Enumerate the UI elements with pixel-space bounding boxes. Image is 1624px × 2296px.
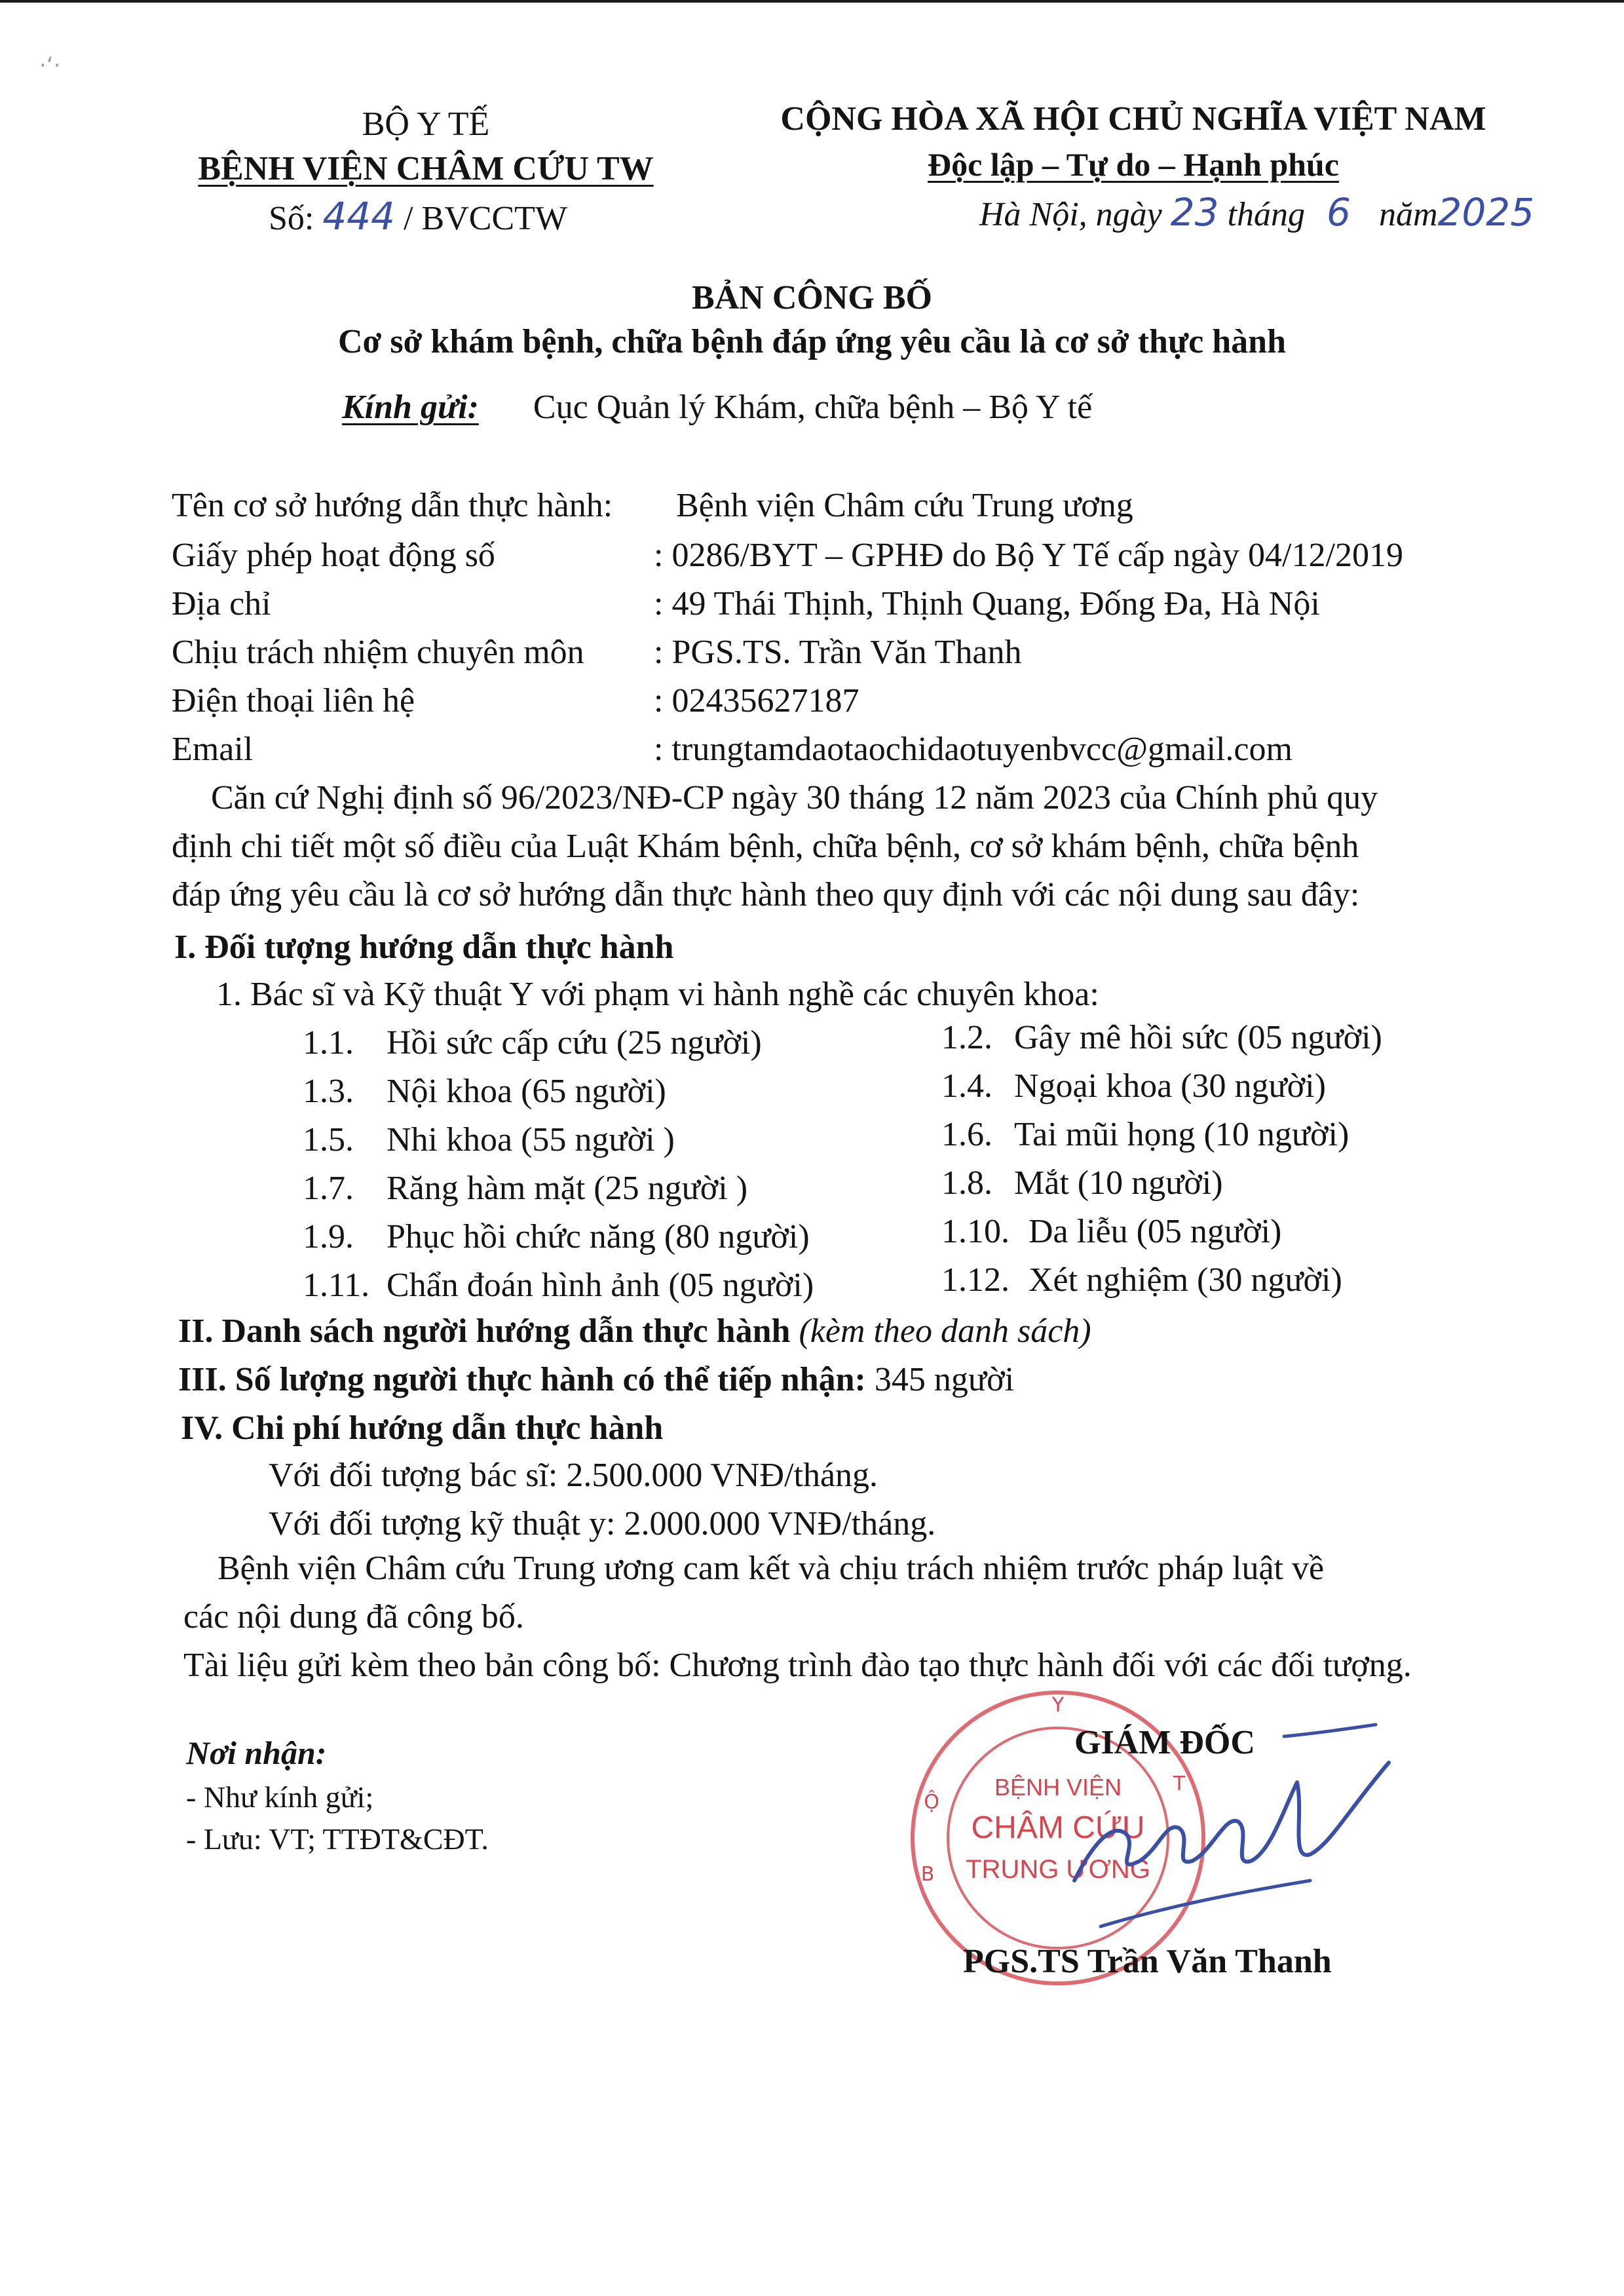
hospital-name-text: BỆNH VIỆN CHÂM CỨU TW bbox=[198, 150, 654, 187]
country-name: CỘNG HÒA XÃ HỘI CHỦ NGHĨA VIỆT NAM bbox=[780, 100, 1486, 138]
specialty-text: Hồi sức cấp cứu (25 người) bbox=[387, 1024, 762, 1062]
specialty-num: 1.8. bbox=[941, 1164, 992, 1202]
date-month-label: tháng bbox=[1227, 196, 1306, 233]
info-email-value: : trungtamdaotaochidaotuyenbvcc@gmail.com bbox=[654, 731, 1293, 768]
section-3-heading: III. Số lượng người thực hành có thể tiếp nhận: bbox=[178, 1361, 866, 1398]
intro-line-2: định chi tiết một số điều của Luật Khám bệnh, chữa bệnh, cơ sở khám bệnh, chữa bệnh bbox=[172, 828, 1359, 865]
commitment-line-2: các nội dung đã công bố. bbox=[183, 1598, 524, 1636]
signature-title: GIÁM ĐỐC bbox=[1074, 1724, 1255, 1761]
intro-line-1: Căn cứ Nghị định số 96/2023/NĐ-CP ngày 30 tháng 12 năm 2023 của Chính phủ quy bbox=[211, 779, 1378, 816]
section-1-heading: I. Đối tượng hướng dẫn thực hành bbox=[174, 928, 674, 966]
addressee-value: Cục Quản lý Khám, chữa bệnh – Bộ Y tế bbox=[533, 389, 1093, 426]
document-title: BẢN CÔNG BỐ bbox=[692, 279, 932, 316]
specialty-num: 1.7. bbox=[303, 1170, 354, 1207]
date-day: 23 bbox=[1170, 190, 1219, 235]
section-3 bbox=[178, 1360, 1014, 1399]
cost-technician: Với đối tượng kỹ thuật y: 2.000.000 VNĐ/tháng. bbox=[269, 1505, 936, 1542]
number-suffix: / BVCCTW bbox=[404, 200, 567, 237]
stamp-ring-letter: Ộ bbox=[924, 1791, 939, 1814]
scan-speck: ·ʻ· bbox=[39, 52, 61, 79]
ministry-name: BỘ Y TẾ bbox=[362, 105, 490, 143]
recipients-label: Nơi nhận: bbox=[186, 1734, 327, 1771]
stamp-ring-letter: Y bbox=[1051, 1694, 1065, 1717]
specialty-text: Ngoại khoa (30 người) bbox=[1014, 1067, 1326, 1105]
issue-date bbox=[979, 190, 1534, 235]
specialty-num: 1.5. bbox=[303, 1121, 354, 1158]
number-handwritten: 444 bbox=[322, 194, 396, 239]
specialty-num: 1.12. bbox=[941, 1261, 1010, 1299]
stamp-text-line-1: BỆNH VIỆN bbox=[994, 1774, 1122, 1801]
addressee bbox=[342, 388, 1092, 427]
date-month: 6 bbox=[1327, 190, 1351, 235]
date-year-label: năm bbox=[1378, 196, 1438, 233]
national-motto bbox=[740, 145, 1526, 183]
date-year: 2025 bbox=[1437, 190, 1535, 235]
info-address-value: : 49 Thái Thịnh, Thịnh Quang, Đống Đa, Hà Nội bbox=[654, 585, 1320, 622]
hospital-name bbox=[131, 149, 721, 188]
specialty-text: Xét nghiệm (30 người) bbox=[1029, 1261, 1342, 1299]
specialty-text: Gây mê hồi sức (05 người) bbox=[1014, 1019, 1382, 1056]
recipient-line-2: - Lưu: VT; TTĐT&CĐT. bbox=[186, 1822, 489, 1856]
document-number bbox=[269, 194, 567, 239]
info-email-label: Email bbox=[172, 731, 254, 768]
info-phone-label: Điện thoại liên hệ bbox=[172, 682, 415, 719]
info-phone-value: : 02435627187 bbox=[654, 682, 859, 719]
specialty-text: Tai mũi họng (10 người) bbox=[1014, 1116, 1350, 1153]
number-prefix: Số: bbox=[269, 200, 314, 237]
stamp-text-line-3: TRUNG ƯƠNG bbox=[966, 1855, 1150, 1884]
specialty-num: 1.3. bbox=[303, 1073, 354, 1110]
specialty-num: 1.1. bbox=[303, 1024, 354, 1062]
recipient-line-1: - Như kính gửi; bbox=[186, 1780, 374, 1814]
document-subtitle: Cơ sở khám bệnh, chữa bệnh đáp ứng yêu cầu là cơ sở thực hành bbox=[337, 323, 1286, 360]
stamp-text-line-2: CHÂM CỨU bbox=[971, 1810, 1145, 1845]
signature-stroke bbox=[1284, 1725, 1376, 1736]
signatory-name: PGS.TS Trần Văn Thanh bbox=[963, 1943, 1332, 1980]
section-1-item-1: 1. Bác sĩ và Kỹ thuật Y với phạm vi hành nghề các chuyên khoa: bbox=[216, 976, 1099, 1013]
section-2 bbox=[178, 1312, 1091, 1350]
info-responsible-value: : PGS.TS. Trần Văn Thanh bbox=[654, 634, 1022, 671]
info-license-value: : 0286/BYT – GPHĐ do Bộ Y Tế cấp ngày 04/12/2019 bbox=[654, 537, 1403, 574]
specialty-num: 1.4. bbox=[941, 1067, 992, 1105]
stamp-ring-letter: T bbox=[1173, 1772, 1186, 1795]
info-facility-value: Bệnh viện Châm cứu Trung ương bbox=[676, 487, 1133, 524]
specialty-num: 1.10. bbox=[941, 1213, 1010, 1250]
signature-stroke bbox=[1101, 1881, 1310, 1926]
scan-top-edge bbox=[0, 0, 1624, 3]
national-motto-text: Độc lập – Tự do – Hạnh phúc bbox=[928, 146, 1339, 183]
section-2-heading: II. Danh sách người hướng dẫn thực hành bbox=[178, 1312, 791, 1350]
signature-stroke bbox=[1074, 1763, 1389, 1881]
specialty-num: 1.2. bbox=[941, 1019, 992, 1056]
attachment-note: Tài liệu gửi kèm theo bản công bố: Chương trình đào tạo thực hành đối với các đối tượng. bbox=[183, 1647, 1412, 1684]
specialty-num: 1.11. bbox=[303, 1267, 370, 1304]
specialty-num: 1.9. bbox=[303, 1218, 354, 1255]
section-3-value: 345 người bbox=[874, 1361, 1015, 1398]
specialty-text: Nhi khoa (55 người ) bbox=[387, 1121, 675, 1158]
info-license-label: Giấy phép hoạt động số bbox=[172, 537, 495, 574]
specialty-text: Chẩn đoán hình ảnh (05 người) bbox=[387, 1267, 814, 1304]
intro-line-3: đáp ứng yêu cầu là cơ sở hướng dẫn thực hành theo quy định với các nội dung sau đây: bbox=[172, 876, 1360, 913]
commitment-line-1: Bệnh viện Châm cứu Trung ương cam kết và chịu trách nhiệm trước pháp luật về bbox=[217, 1550, 1325, 1587]
specialty-text: Mắt (10 người) bbox=[1014, 1164, 1223, 1202]
specialty-text: Da liễu (05 người) bbox=[1029, 1213, 1282, 1250]
info-responsible-label: Chịu trách nhiệm chuyên môn bbox=[172, 634, 584, 671]
info-facility-label: Tên cơ sở hướng dẫn thực hành: bbox=[172, 487, 613, 524]
section-4-heading: IV. Chi phí hướng dẫn thực hành bbox=[181, 1409, 664, 1447]
stamp-ring-letter: B bbox=[920, 1863, 935, 1886]
specialty-num: 1.6. bbox=[941, 1116, 992, 1153]
section-2-note: (kèm theo danh sách) bbox=[799, 1312, 1091, 1350]
specialty-text: Phục hồi chức năng (80 người) bbox=[387, 1218, 810, 1255]
info-address-label: Địa chỉ bbox=[172, 585, 271, 622]
cost-doctor: Với đối tượng bác sĩ: 2.500.000 VNĐ/tháng. bbox=[269, 1457, 878, 1494]
addressee-label: Kính gửi: bbox=[342, 389, 479, 426]
date-prefix: Hà Nội, ngày bbox=[979, 196, 1162, 233]
specialty-text: Nội khoa (65 người) bbox=[387, 1073, 666, 1110]
handwritten-signature bbox=[1035, 1710, 1402, 1946]
specialty-text: Răng hàm mặt (25 người ) bbox=[387, 1170, 748, 1207]
